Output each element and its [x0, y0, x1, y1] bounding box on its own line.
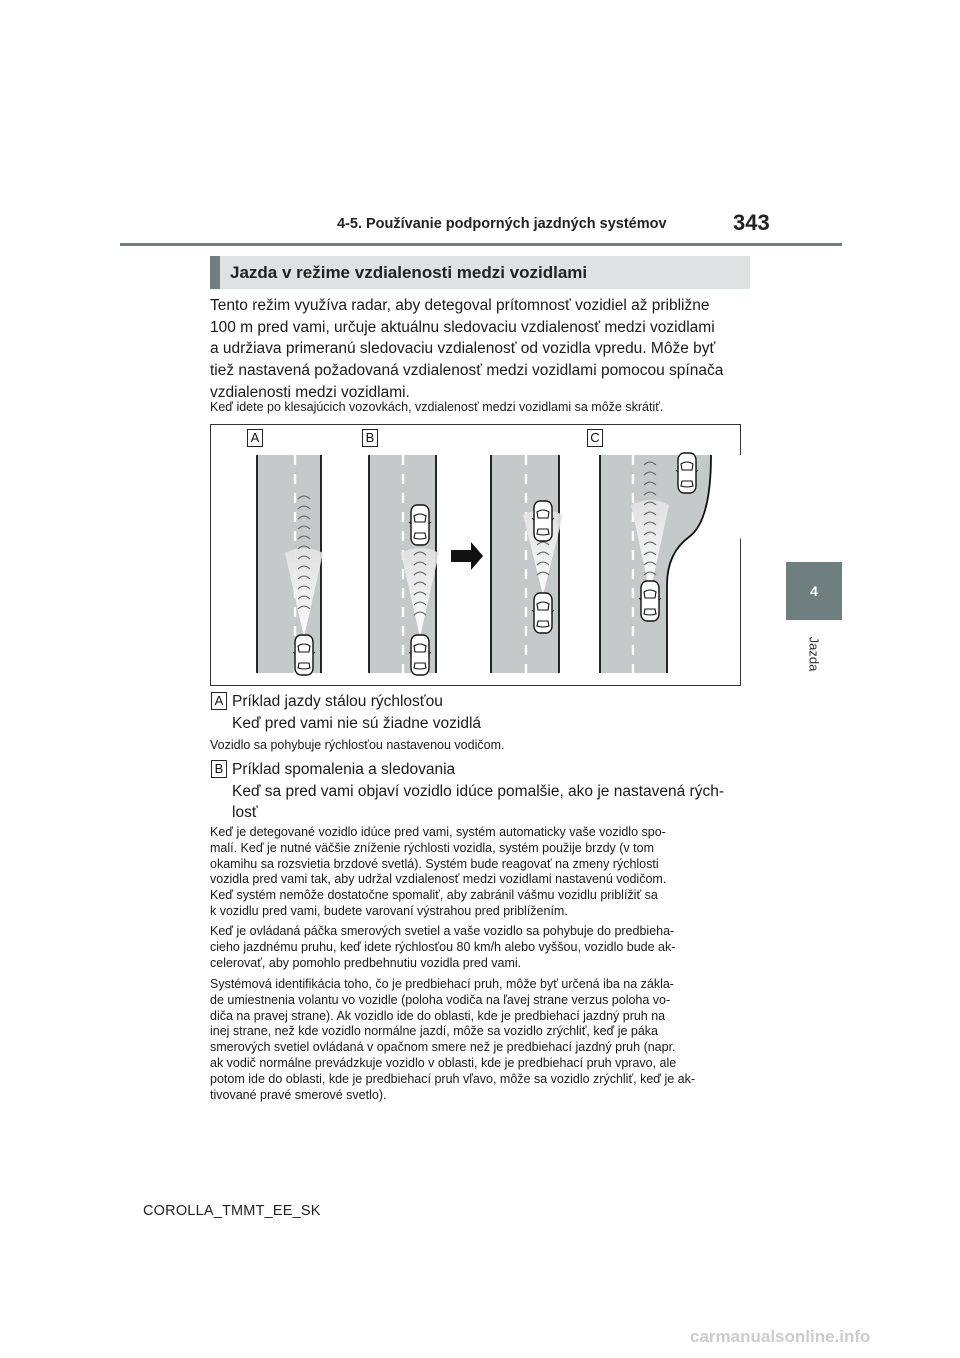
- note-line: cieho jazdnému pruhu, keď idete rýchlosťou 80 km/h alebo vyššou, vozidlo bude ak-: [210, 939, 676, 954]
- note-line: Keď systém nemôže dostatočne spomaliť, aby zabránil vášmu vozidlu priblížiť sa: [210, 888, 658, 903]
- item-a: [232, 691, 752, 734]
- figure-label-c: C: [587, 429, 603, 447]
- road-b: [369, 455, 439, 675]
- page-number: 343: [733, 210, 770, 235]
- note-line: celerovať, aby pomohlo predbehnutiu vozidla pred vami.: [210, 955, 522, 970]
- overtaken-car-c: [676, 453, 698, 493]
- note-line: Keď je detegované vozidlo idúce pred vami, systém automaticky vaše vozidlo spo-: [210, 825, 666, 839]
- intro-line: a udržiava primeranú sledovaciu vzdialenosť od vozidla vpredu. Môže byť: [210, 340, 716, 358]
- note-b2: [210, 924, 755, 971]
- item-b-subtitle-line: losť: [232, 804, 258, 822]
- illustration-svg: [211, 425, 742, 687]
- road-b-after: [491, 455, 563, 673]
- note-line: inej strane, než kde vozidlo normálne jazdí, môže sa vozidlo zrýchliť, keď je páka: [210, 1024, 659, 1039]
- own-car-b2: [532, 593, 554, 633]
- road-a: [257, 455, 323, 675]
- note-line: diča na pravej strane). Ak vozidlo ide do oblasti, kde je predbiehací jazdný pruh na: [210, 1008, 666, 1023]
- note-line: ak vodič normálne prevádzkuje vozidlo v oblasti, kde je predbiehací pruh vpravo, ale: [210, 1055, 677, 1070]
- note-line: potom ide do oblasti, kde je predbiehací pruh vľavo, môže sa vozidlo zrýchliť, keď je ak-: [210, 1071, 696, 1086]
- chapter-tab: 4: [786, 562, 842, 620]
- own-car-a: [293, 635, 315, 675]
- figure-label-a: A: [247, 429, 263, 447]
- lead-car-b: [409, 505, 431, 545]
- figure-label-b: B: [362, 429, 378, 447]
- note-line: smerových svetiel ovládaná v opačnom smere než je predbiehací jazdný pruh (napr.: [210, 1040, 676, 1055]
- transition-arrow-icon: [451, 542, 483, 570]
- intro-paragraph: [210, 295, 755, 404]
- chapter-label: [776, 624, 852, 684]
- note-curves: Keď idete po klesajúcich vozovkách, vzdialenosť medzi vozidlami sa môže skrátiť.: [210, 400, 664, 414]
- own-car-c: [639, 581, 661, 621]
- footer-document-code: COROLLA_TMMT_EE_SK: [143, 1203, 321, 1219]
- section-heading: Jazda v režime vzdialenosti medzi vozidlami: [210, 256, 750, 289]
- item-b: [232, 759, 752, 824]
- ref-box-b: B: [211, 760, 227, 778]
- intro-line: tiež nastavená požadovaná vzdialenosť medzi vozidlami pomocou spínača: [210, 362, 724, 380]
- header-rule: [120, 243, 842, 246]
- watermark: carmanualsonline.info: [690, 1327, 871, 1346]
- radar-cruise-illustration: [210, 424, 741, 686]
- own-car-b: [409, 635, 431, 675]
- road-c: [600, 453, 741, 673]
- note-line: de umiestnenia volantu vo vozidle (poloha vodiča na ľavej strane verzus poloha vo-: [210, 992, 671, 1007]
- item-b-subtitle-line: Keď sa pred vami objaví vozidlo idúce pomalšie, ako je nastavená rých-: [232, 782, 725, 800]
- note-a: Vozidlo sa pohybuje rýchlosťou nastavenou vodičom.: [210, 738, 505, 752]
- item-a-title: Príklad jazdy stálou rýchlosťou: [232, 693, 443, 710]
- item-a-subtitle: Keď pred vami nie sú žiadne vozidlá: [232, 714, 482, 732]
- intro-line: Tento režim využíva radar, aby detegoval prítomnosť vozidiel až približne: [210, 297, 710, 314]
- note-line: tivované pravé smerové svetlo).: [210, 1087, 387, 1102]
- note-line: Keď je ovládaná páčka smerových svetiel a vaše vozidlo sa pohybuje do predbieha-: [210, 924, 675, 938]
- note-line: Systémová identifikácia toho, čo je predbiehací pruh, môže byť určená iba na zákla-: [210, 977, 674, 991]
- section-title: 4-5. Používanie podporných jazdných systémov: [337, 216, 667, 232]
- note-line: vozidla pred vami tak, aby udržal vzdialenosť medzi vozidlami nastavenú vodičom.: [210, 872, 667, 887]
- lead-car-b2: [532, 501, 554, 541]
- note-b1: [210, 825, 755, 920]
- note-line: k vozidlu pred vami, budete varovaní výstrahou pred priblížením.: [210, 903, 568, 918]
- intro-line: vzdialenosti medzi vozidlami.: [210, 383, 410, 401]
- item-b-title: Príklad spomalenia a sledovania: [232, 761, 456, 778]
- intro-line: 100 m pred vami, určuje aktuálnu sledovaciu vzdialenosť medzi vozidlami: [210, 318, 715, 336]
- ref-box-a: A: [211, 692, 227, 710]
- note-line: okamihu sa rozsvietia brzdové svetlá). Systém bude reagovať na zmeny rýchlosti: [210, 856, 659, 871]
- note-line: malí. Keď je nutné väčšie zníženie rýchlosti vozidla, systém použije brzdy (v tom: [210, 840, 654, 855]
- note-b3: [210, 977, 755, 1103]
- chapter-label-text: Jazda: [806, 636, 822, 672]
